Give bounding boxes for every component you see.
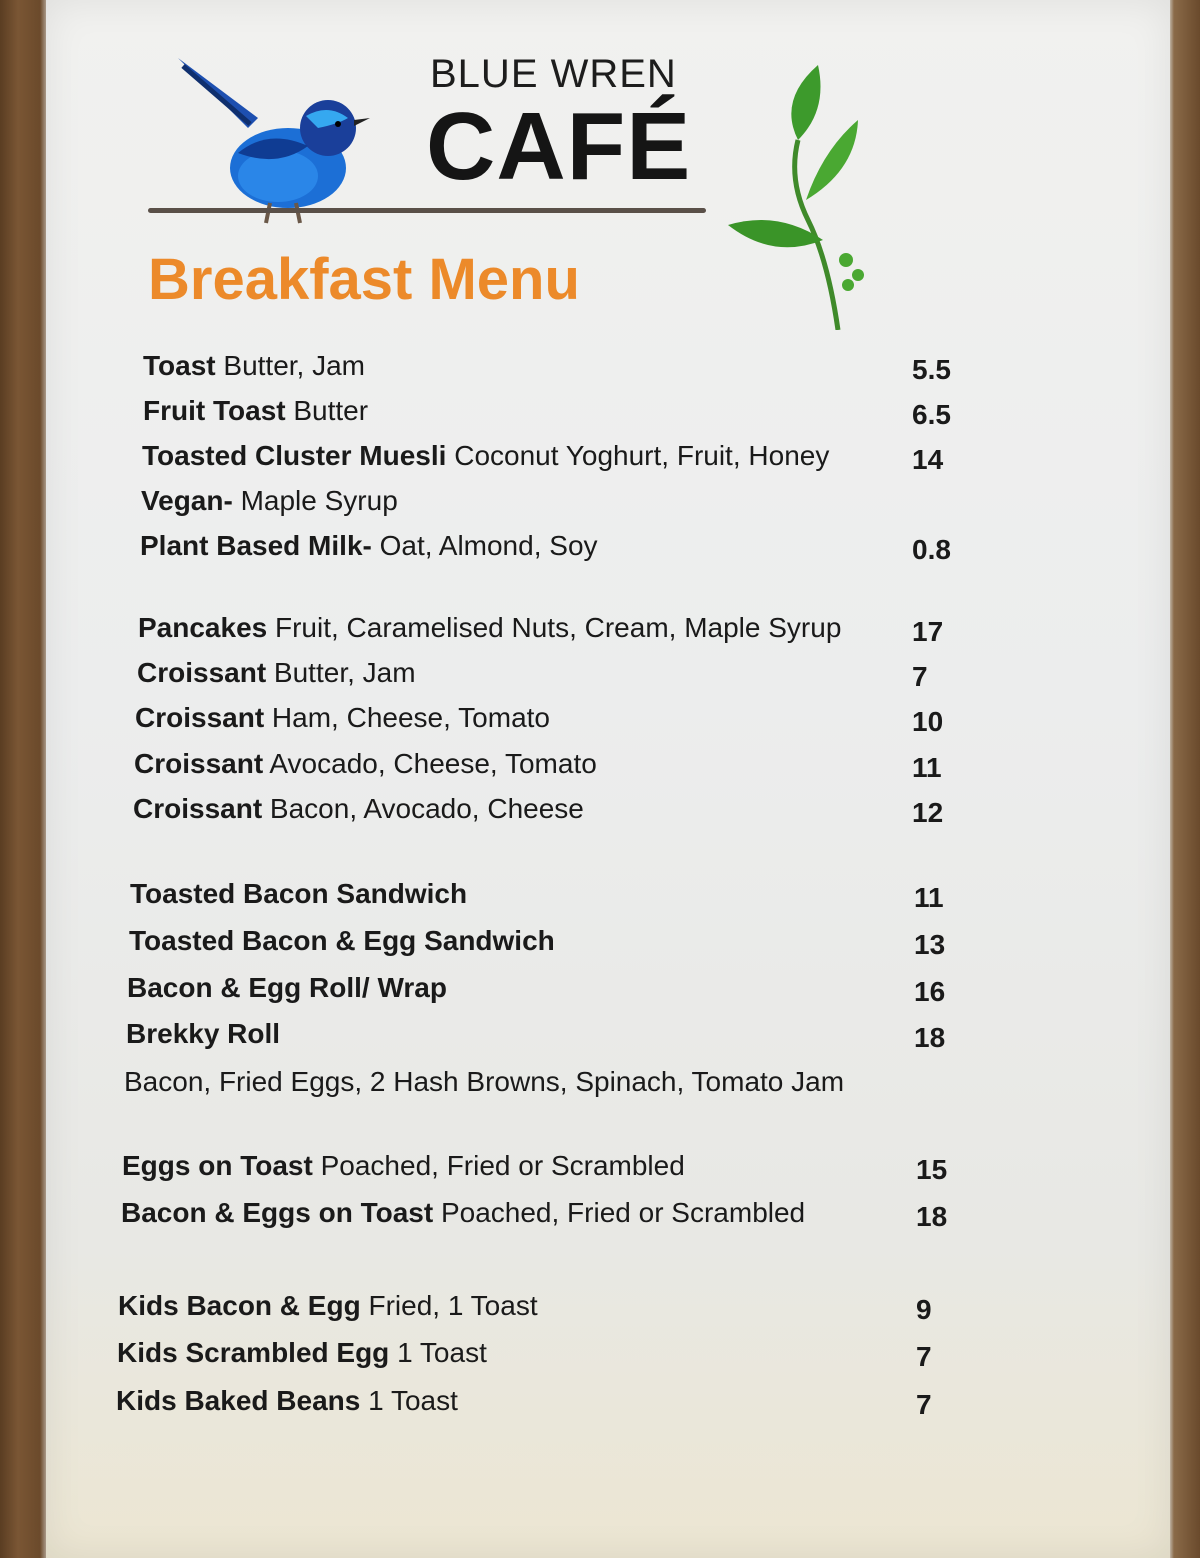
menu-item [133,793,584,825]
menu-item [127,972,447,1004]
menu-item-price: 12 [912,797,944,828]
menu-item-row [0,440,1200,480]
menu-item-name: Eggs on Toast [122,1150,313,1181]
menu-item-price: 13 [914,929,946,960]
menu-item-row [0,350,1200,390]
menu-item [122,1150,685,1182]
menu-item-name: Croissant [137,657,267,688]
menu-item-name: Kids Scrambled Egg [117,1337,390,1368]
menu-item-name: Toasted Cluster Muesli [142,440,447,471]
menu-item-name: Toast [143,350,216,381]
menu-item-name: Toasted Bacon & Egg Sandwich [129,925,555,956]
menu-item-row [0,612,1200,652]
menu-item-name: Brekky Roll [126,1018,281,1049]
menu-item [142,440,829,472]
menu-item-row [0,702,1200,742]
menu-item-name: Croissant [133,793,263,824]
menu-item-description: Fried, 1 Toast [360,1290,538,1321]
menu-item-price: 7 [916,1389,932,1420]
menu-item-description: Poached, Fried or Scrambled [433,1197,806,1228]
menu-item-row [0,1385,1200,1425]
menu-item-row [0,1150,1200,1190]
menu-item [130,878,467,910]
menu-item-description: Bacon, Fried Eggs, 2 Hash Browns, Spinach, Tomato Jam [124,1066,845,1097]
menu-item-description: Bacon, Avocado, Cheese [262,793,584,824]
menu-item-price: 18 [914,1022,946,1053]
menu-item [140,530,598,562]
menu-item-price: 9 [916,1294,932,1325]
menu-item-row [0,395,1200,435]
menu-item [138,612,841,644]
menu-item-name: Kids Bacon & Egg [118,1290,361,1321]
menu-item-description: Fruit, Caramelised Nuts, Cream, Maple Syrup [267,612,842,643]
menu-item-row [0,485,1200,525]
menu-item-row [0,530,1200,570]
menu-item-description: Butter, Jam [215,350,366,381]
menu-item-description: Ham, Cheese, Tomato [264,702,550,733]
menu-item [116,1385,458,1417]
menu-item [129,925,555,957]
menu-item-price: 16 [914,976,946,1007]
menu-item-price: 7 [912,661,928,692]
menu-item-name: Toasted Bacon Sandwich [130,878,468,909]
menu-item-price: 0.8 [912,534,951,565]
menu-item-name: Kids Baked Beans [116,1385,361,1416]
brand-line-1: BLUE WREN [430,52,677,96]
menu-item-price: 6.5 [912,399,951,430]
menu-item [121,1197,805,1229]
menu-item-price: 14 [912,444,944,475]
menu-item-price: 5.5 [912,354,951,385]
menu-item [135,702,550,734]
menu-item [124,1066,844,1098]
menu-item-row [0,1290,1200,1330]
blue-wren-bird-icon [178,58,378,228]
menu-item-price: 11 [912,752,942,783]
menu-item [141,485,398,517]
perch-line [148,208,706,213]
menu-item [143,350,365,382]
brand-line-2: CAFÉ [426,93,692,200]
menu-item-name: Fruit Toast [143,395,286,426]
menu-item-description: Butter, Jam [266,657,416,688]
menu-item-price: 15 [916,1154,948,1185]
menu-item [134,748,597,780]
menu-item-description: Oat, Almond, Soy [371,530,598,561]
menu-item-description: Poached, Fried or Scrambled [312,1150,685,1181]
menu-item-price: 11 [914,882,944,913]
menu-item-name: Vegan- [141,485,233,516]
menu-item-description: Butter [285,395,369,426]
leaf-sprig-icon [728,60,878,330]
menu-item-description: Maple Syrup [232,485,398,516]
menu-title: Breakfast Menu [148,247,580,312]
menu-item-row [0,878,1200,918]
menu-item-row [0,972,1200,1012]
menu-item-row [0,925,1200,965]
menu-item [143,395,368,427]
menu-item-row [0,1337,1200,1377]
menu-item [126,1018,280,1050]
menu-item-row [0,1018,1200,1058]
menu-item-name: Croissant [134,748,264,779]
menu-item-row [0,793,1200,833]
menu-item-name: Pancakes [138,612,268,643]
menu-item-description: Avocado, Cheese, Tomato [263,748,597,779]
menu-item [137,657,416,689]
menu-item-price: 7 [916,1341,932,1372]
menu-item-name: Bacon & Egg Roll/ Wrap [127,972,447,1003]
menu-item-name: Plant Based Milk- [140,530,372,561]
menu-item-name: Croissant [135,702,265,733]
menu-item-row [0,1197,1200,1237]
menu-item-price: 10 [912,706,944,737]
menu-item-name: Bacon & Eggs on Toast [121,1197,434,1228]
menu-item-price: 17 [912,616,944,647]
menu-item-description: 1 Toast [360,1385,458,1416]
menu-item-description: 1 Toast [389,1337,487,1368]
menu-item-row [0,657,1200,697]
menu-item-description: Coconut Yoghurt, Fruit, Honey [446,440,830,471]
menu-item-row [0,748,1200,788]
menu-item [118,1290,538,1322]
menu-item [117,1337,487,1369]
menu-item-price: 18 [916,1201,948,1232]
menu-item-row [0,1066,1200,1106]
